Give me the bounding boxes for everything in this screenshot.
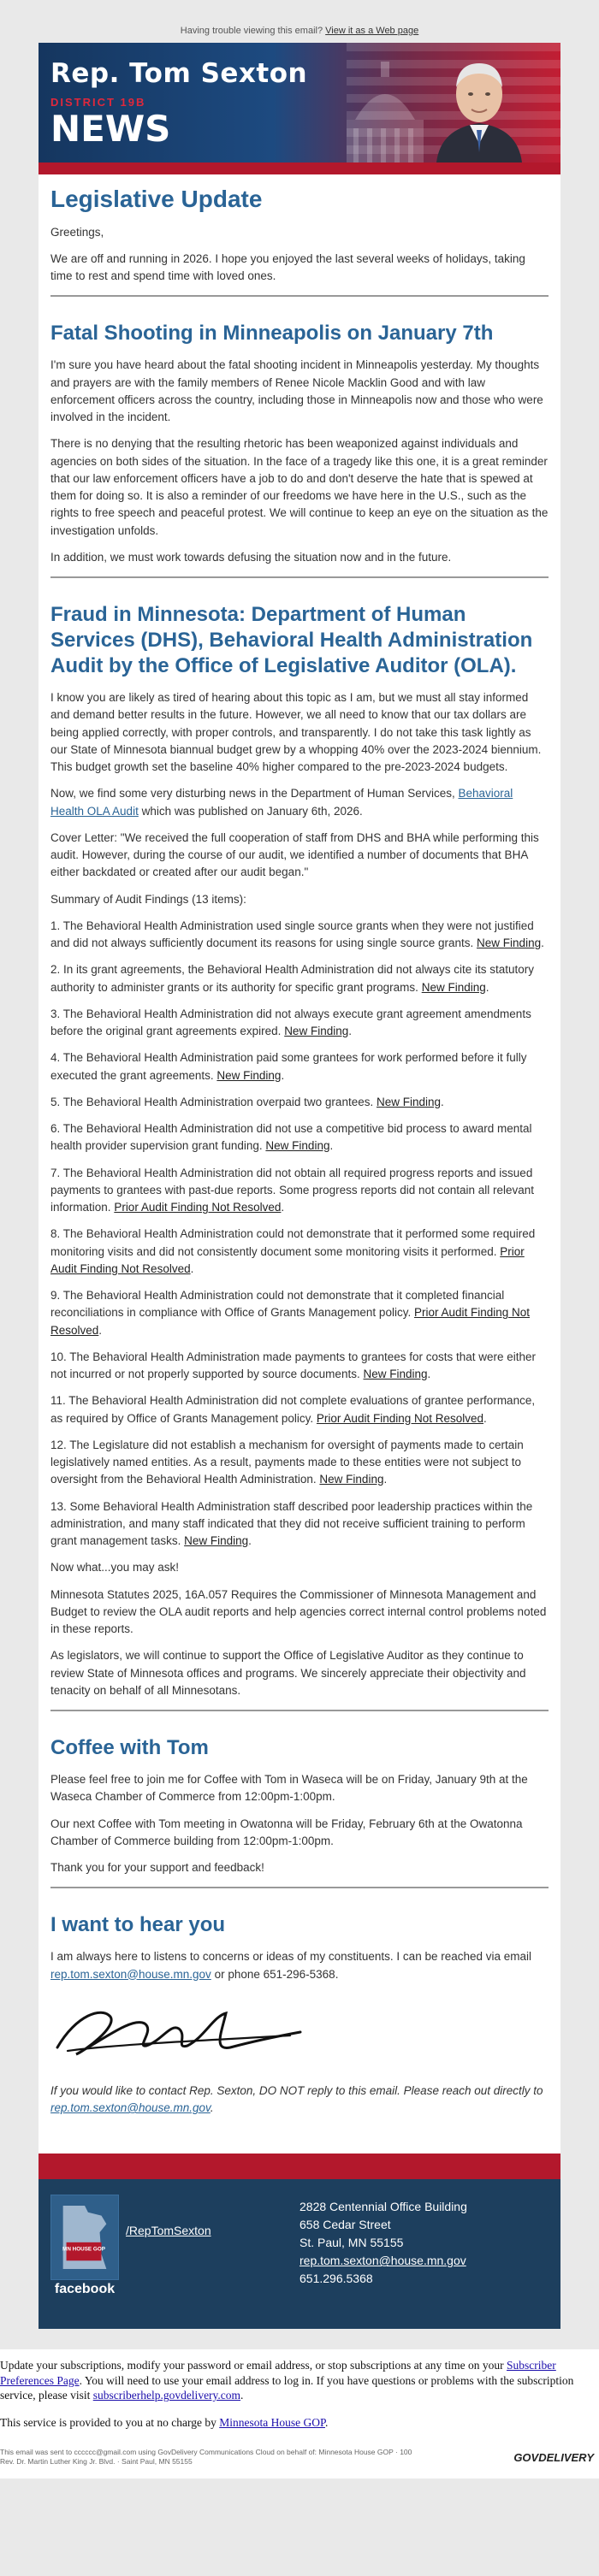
finding-tag-link[interactable]: New Finding [376,1095,442,1108]
email-body [39,43,560,2329]
cover-letter: Cover Letter: "We received the full cooperation of staff from DHS and BHA while performing this audit. However, during the course of our audit, we identified a number of documents that BHA either backdated or created after our audit began." [50,830,539,879]
top-notice [0,0,599,43]
shooting-paragraph: I'm sure you have heard about the fatal shooting incident in Minneapolis yesterday. My thoughts and prayers are with the family members of Renee Nicole Macklin Good and with law enforcement officers across the country, including those in Minneapolis now and those who were involved in the incident. [50,358,543,424]
finding-item: 7. The Behavioral Health Administration did not obtain all required progress reports and issued payments to grantees with past-due reports. Some progress reports did not contain all relevant information. Prior Audit Finding Not Resolved. [50,1166,535,1214]
fine-print [0,2443,599,2475]
capitol-dome-icon [338,60,432,162]
now-what: Now what...you may ask! [50,1561,180,1575]
note-text-end: . [210,2101,214,2115]
finding-tag-link[interactable]: New Finding [421,980,486,994]
finding-tag-link[interactable]: New Finding [216,1068,282,1082]
minnesota-map-icon [51,2195,118,2279]
finding-item: 9. The Behavioral Health Administration could not demonstrate that it completed financial reconciliations in compliance with Office of Grants Management policy. Prior Audit Finding Not Resolved. [50,1289,531,1337]
shooting-title: Fatal Shooting in Minneapolis on January 7th [50,322,494,346]
section-intro [50,185,549,285]
finding-item: 2. In its grant agreements, the Behavioral Health Administration did not always cite its statutory authority to administer grants or its authority for specific grant programs. New Finding. [50,963,535,994]
coffee-paragraph: Please feel free to join me for Coffee with Tom in Waseca will be on Friday, January 9th at the Waseca Chamber of Commerce from 12:00pm-1:00pm. [50,1773,528,1804]
fine-print-line: Rev. Dr. Martin Luther King Jr. Blvd. · Saint Paul, MN 55155 [0,2456,193,2466]
finding-item: 3. The Behavioral Health Administration did not always execute grant agreement amendments before the original grant agreements expired. New Finding. [50,1007,531,1038]
logo-text: MN HOUSE GOP [62,2246,105,2253]
header-banner [39,43,560,162]
finding-text: 7. The Behavioral Health Administration did not obtain all required progress reports and issued payments to grantees with past-due reports. Some progress reports did not contain all relevant information. [50,1166,535,1214]
section-shooting [50,321,549,566]
office-address [300,2198,467,2288]
intro-greeting: Greetings, [50,225,104,239]
note-paragraph [50,2083,549,2118]
banner-red-bar [39,162,560,174]
findings-list [50,918,549,1551]
fraud-text: Now, we find some very disturbing news in the Department of Human Services, [50,787,455,801]
email-link[interactable]: rep.tom.sexton@house.mn.gov [50,1967,211,1981]
finding-tag-link[interactable]: New Finding [265,1139,330,1153]
finding-tag-link[interactable]: Prior Audit Finding Not Resolved [50,1244,525,1275]
coffee-paragraph: Thank you for your support and feedback! [50,1861,264,1875]
ola-audit-link[interactable]: Behavioral Health OLA Audit [50,787,513,818]
service-text: This service is provided to you at no charge by [0,2415,216,2429]
finding-item: 12. The Legislature did not establish a mechanism for oversight of payments made to certain legislatively named entities. As a result, payments made to these entities were not subject to oversight from the Behavioral Health Administration. New Finding. [50,1438,524,1486]
section-fraud [50,602,549,1699]
finding-item: 11. The Behavioral Health Administration did not complete evaluations of grantee performance, as required by Office of Grants Management policy. Prior Audit Finding Not Resolved. [50,1394,536,1425]
section-hear [50,1912,549,2117]
subscriber-preferences-link[interactable]: Subscriber Preferences Page [0,2359,556,2387]
subscriber-help-link[interactable]: subscriberhelp.govdelivery.com [92,2389,241,2402]
finding-text: 10. The Behavioral Health Administration made payments to grantees for costs that were either not incurred or not properly supported by source documents. [50,1350,537,1381]
finding-text: 5. The Behavioral Health Administration overpaid two grantees. [50,1095,374,1108]
note-text: If you would like to contact Rep. Sexton, DO NOT reply to this email. Please reach out directly to [50,2083,543,2097]
finding-tag-link[interactable]: Prior Audit Finding Not Resolved [114,1201,282,1214]
section-coffee [50,1735,549,1876]
finding-item: 8. The Behavioral Health Administration could not demonstrate that it performed some required monitoring visits and did not consistently document some monitoring visits it performed. Prior Audit Finding Not Resolved. [50,1227,536,1275]
coffee-title: Coffee with Tom [50,1736,209,1760]
finding-item: 6. The Behavioral Health Administration did not use a competitive bid process to award mental health provider supervision grant funding. New Finding. [50,1122,532,1153]
fine-print-line: This email was sent to cccccc@gmail.com using GovDelivery Communications Cloud on behalf of: Minnesota House GOP · 100 [0,2447,412,2456]
footer-phone: 651.296.5368 [300,2272,373,2286]
divider [50,1887,549,1888]
fraud-text: which was published on January 6th, 2026. [141,804,363,818]
subscription-paragraph [0,2358,599,2403]
finding-tag-link[interactable]: Prior Audit Finding Not Resolved [50,1306,531,1337]
finding-item: 5. The Behavioral Health Administration overpaid two grantees. New Finding. [50,1095,444,1108]
finding-text: 6. The Behavioral Health Administration did not use a competitive bid process to award mental health provider supervision grant funding. [50,1122,532,1153]
mn-house-gop-link[interactable]: Minnesota House GOP [219,2415,325,2429]
contact-text: I am always here to listens to concerns or ideas of my constituents. I can be reached via email [50,1950,532,1964]
view-web-page-link[interactable]: View it as a Web page [325,26,419,36]
coffee-paragraph: Our next Coffee with Tom meeting in Owatonna will be Friday, February 6th at the Owatonna Chamber of Commerce building from 12:00pm-1:00pm. [50,1817,523,1847]
service-text: . [324,2415,329,2429]
findings-summary-heading: Summary of Audit Findings (13 items): [50,892,246,906]
footer-red-bar [39,2154,560,2179]
top-notice-text: Having trouble viewing this email? [180,26,323,36]
hear-title: I want to hear you [50,1913,226,1937]
finding-item: 13. Some Behavioral Health Administration staff described poor leadership practices within the administration, and many staff indicated that they did not receive sufficient training to perform grant management tasks. New Finding. [50,1499,533,1548]
finding-tag-link[interactable]: New Finding [184,1534,249,1548]
address-line: 2828 Centennial Office Building [300,2200,467,2214]
facebook-wordmark[interactable]: facebook [54,2282,116,2297]
finding-text: 9. The Behavioral Health Administration could not demonstrate that it completed financial reconciliations in compliance with Office of Grants Management policy. [50,1289,505,1320]
shooting-paragraph: In addition, we must work towards defusing the situation now and in the future. [50,550,452,564]
banner-news: NEWS [50,108,171,150]
divider [50,295,549,297]
footer [39,2179,560,2329]
intro-body: We are off and running in 2026. I hope you enjoyed the last several weeks of holidays, taking time to rest and spend time with loved ones. [50,251,525,283]
subscription-text: . [240,2389,244,2402]
signature-image [50,1998,307,2066]
intro-title: Legislative Update [50,186,263,212]
finding-tag-link[interactable]: Prior Audit Finding Not Resolved [316,1411,484,1425]
divider [50,576,549,578]
finding-text: 12. The Legislature did not establish a mechanism for oversight of payments made to certain legislatively named entities. As a result, payments made to these entities were not subject to oversight from the Behavioral Health Administration. [50,1438,524,1486]
footer-email-link[interactable]: rep.tom.sexton@house.mn.gov [300,2254,466,2268]
finding-tag-link[interactable]: New Finding [319,1473,384,1486]
finding-tag-link[interactable]: New Finding [284,1025,349,1038]
govdelivery-logo[interactable]: GOVDELIVERY [513,2450,594,2464]
representative-portrait [432,50,526,162]
fraud-paragraph-audit [50,785,549,820]
fraud-title: Fraud in Minnesota: Department of Human Services (DHS), Behavioral Health Administration Audit by the Office of Legislative Auditor (OLA). [50,603,533,678]
finding-text: 11. The Behavioral Health Administration did not complete evaluations of grantee performance, as required by Office of Grants Management policy. [50,1394,536,1425]
finding-text: 2. In its grant agreements, the Behavioral Health Administration did not always cite its statutory authority to administer grants or its authority for specific grant programs. [50,963,535,994]
service-paragraph [0,2415,599,2431]
finding-text: 13. Some Behavioral Health Administration staff described poor leadership practices within the administration, and many staff indicated that they did not receive sufficient training to perform grant management tasks. [50,1499,533,1548]
subscription-text: Update your subscriptions, modify your password or email address, or stop subscriptions at any time on your [0,2359,504,2372]
finding-item: 10. The Behavioral Health Administration made payments to grantees for costs that were either not incurred or not properly supported by source documents. New Finding. [50,1350,537,1381]
banner-name: Rep. Tom Sexton [50,58,308,89]
finding-text: 3. The Behavioral Health Administration did not always execute grant agreement amendments before the original grant agreements expired. [50,1007,531,1038]
finding-text: 4. The Behavioral Health Administration paid some grantees for work performed before it fully executed the grant agreements. [50,1051,527,1082]
fraud-closing: As legislators, we will continue to support the Office of Legislative Auditor as they continue to review State of Minnesota offices and programs. We sincerely appreciate their objectivity and tenacity on behalf of all Minnesotans. [50,1649,526,1697]
note-email-link[interactable]: rep.tom.sexton@house.mn.gov [50,2101,211,2115]
mn-house-gop-logo[interactable] [50,2195,119,2280]
divider [50,1710,549,1711]
finding-tag-link[interactable]: New Finding [477,936,542,950]
contact-text: or phone 651-296-5368. [214,1967,339,1981]
contact-paragraph [50,1948,549,1983]
finding-text: 1. The Behavioral Health Administration used single source grants when they were not justified and did not always sufficiently document its reasons for using single source grants. [50,919,534,950]
do-not-reply-note [50,2083,549,2118]
finding-tag-link[interactable]: New Finding [363,1368,428,1381]
address-line: St. Paul, MN 55155 [300,2236,404,2250]
facebook-handle-link[interactable]: /RepTomSexton [126,2224,211,2238]
fraud-paragraph: I know you are likely as tired of hearing about this topic as I am, but we must all stay informed and demand better results in the future. However, we all need to know that our tax dollars are being applied correctly, with proper controls, and transparently. I do not take this task lightly as our State of Minnesota biannual budget grew by a whopping 40% over the 2023-2024 biennium. This budget growth set the baseline 40% higher compared to the pre-2023-2024 budgets. [50,691,542,774]
subscription-text: . You will need to use your email address to log in. If you have questions or problems with the subscription service, please visit [0,2373,574,2402]
shooting-paragraph: There is no denying that the resulting rhetoric has been weaponized against individuals and agencies on both sides of the situation. In the face of a tragedy like this one, it is a great reminder that our law enforcement officers have a job to do and don't deserve the hate that is spewed at them for doing so. It is also a reminder of our freedoms we have here in the U.S., such as the rights to free speech and peaceful protest. We will continue to keep an eye on the situation as the investigation unfolds. [50,437,549,537]
banner-district: DISTRICT 19B [50,96,146,109]
finding-item: 1. The Behavioral Health Administration used single source grants when they were not justified and did not always sufficiently document its reasons for using single source grants. New Finding. [50,919,544,950]
main-content [39,174,560,2133]
finding-item: 4. The Behavioral Health Administration paid some grantees for work performed before it fully executed the grant agreements. New Finding. [50,1051,527,1082]
subscription-notice [0,2349,599,2478]
statute-paragraph: Minnesota Statutes 2025, 16A.057 Requires the Commissioner of Minnesota Management and Budget to review the OLA audit reports and help agencies correct internal control problems noted in these reports. [50,1587,547,1636]
address-line: 658 Cedar Street [300,2218,391,2232]
finding-text: 8. The Behavioral Health Administration could not demonstrate that it performed some required monitoring visits and did not consistently document some monitoring visits it performed. [50,1227,536,1258]
